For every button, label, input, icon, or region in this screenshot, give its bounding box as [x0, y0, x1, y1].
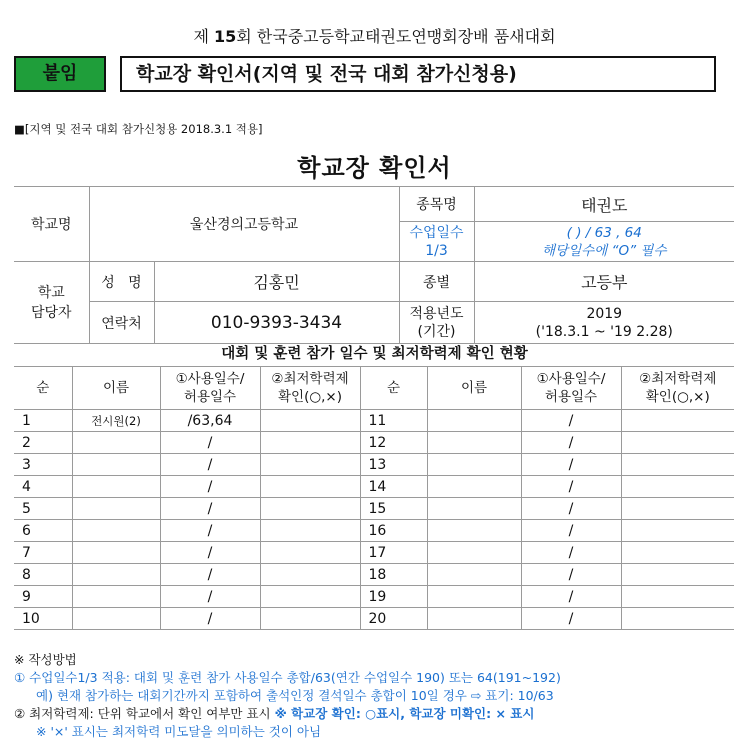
row-num-left: 4 [14, 476, 72, 498]
row-check-left [260, 586, 360, 608]
row-days-right: / [521, 432, 621, 454]
row-days-right: / [521, 520, 621, 542]
table-row [14, 564, 734, 586]
school-label: 학교명 [14, 187, 89, 262]
row-num-left: 2 [14, 432, 72, 454]
attachment-badge: 붙임 [14, 56, 106, 92]
col-days-left-line2: 허용일수 [183, 389, 237, 405]
instruction-1-line1: ① 수업일수1/3 적용: 대회 및 훈련 참가 사용일수 총합/63(연간 수업일수 190) 또는 64(191~192) [14, 670, 561, 685]
row-days-right: / [521, 564, 621, 586]
col-check-right-line2: 확인(○,×) [645, 389, 710, 405]
row-days-right: / [521, 542, 621, 564]
row-days-left: /63,64 [160, 410, 260, 432]
event-number: 15 [213, 27, 237, 46]
col-check-left-line1: ②최저학력제 [271, 371, 349, 387]
row-check-left [260, 542, 360, 564]
row-num-left: 10 [14, 608, 72, 630]
document-heading: 학교장 확인서(지역 및 전국 대회 참가신청용) [120, 56, 716, 92]
row-name-left: 전시원(2) [72, 410, 160, 432]
row-name-right [427, 410, 521, 432]
table-row [14, 432, 734, 454]
contact-label: 연락처 [89, 302, 154, 344]
row-check-left [260, 520, 360, 542]
col-check-right [621, 367, 734, 410]
row-days-right: / [521, 410, 621, 432]
division-value: 고등부 [474, 262, 734, 302]
division-label: 종별 [399, 262, 474, 302]
row-check-right [621, 586, 734, 608]
manager-label-line2: 담당자 [30, 304, 72, 321]
table-row [14, 454, 734, 476]
manager-label-line1: 학교 [37, 284, 65, 301]
manager-label [14, 262, 89, 344]
roster-header-row [14, 367, 734, 410]
year-label-line2: (기간) [417, 323, 456, 340]
row-num-right: 12 [360, 432, 427, 454]
roster-table [14, 366, 734, 630]
row-check-right [621, 564, 734, 586]
row-name-right [427, 542, 521, 564]
col-days-right-line2: 허용일수 [544, 389, 598, 405]
instruction-2-emphasis: ※ 학교장 확인: ○표시, 학교장 미확인: × 표시 [274, 706, 535, 721]
row-name-right [427, 498, 521, 520]
row-num-left: 9 [14, 586, 72, 608]
row-num-left: 3 [14, 454, 72, 476]
row-days-right: / [521, 586, 621, 608]
col-check-left-line2: 확인(○,×) [278, 389, 342, 405]
row-check-left [260, 432, 360, 454]
row-name-right [427, 564, 521, 586]
row-num-right: 20 [360, 608, 427, 630]
event-title [0, 24, 749, 47]
event-title-prefix: 제 [193, 27, 214, 46]
col-days-right [521, 367, 621, 410]
row-name-left [72, 520, 160, 542]
row-num-right: 11 [360, 410, 427, 432]
col-days-left-line1: ①사용일수/ [175, 371, 245, 387]
row-num-right: 17 [360, 542, 427, 564]
row-check-left [260, 498, 360, 520]
col-name-right: 이름 [427, 367, 521, 410]
instructions-heading: ※ 작성방법 [14, 652, 77, 667]
attendance-value-line2: 해당일수에 “O” 필수 [542, 242, 667, 259]
year-label-line1: 적용년도 [409, 305, 464, 322]
col-days-right-line1: ①사용일수/ [536, 371, 606, 387]
row-num-right: 19 [360, 586, 427, 608]
instruction-3: ※ '×' 표시는 최저학력 미도달을 의미하는 것이 아님 [36, 724, 322, 739]
year-value [474, 302, 734, 344]
year-value-line1: 2019 [586, 305, 623, 322]
row-name-left [72, 476, 160, 498]
row-num-left: 1 [14, 410, 72, 432]
row-name-right [427, 432, 521, 454]
row-num-left: 6 [14, 520, 72, 542]
row-name-right [427, 586, 521, 608]
row-days-left: / [160, 564, 260, 586]
row-num-left: 7 [14, 542, 72, 564]
event-value: 태권도 [474, 187, 734, 222]
table-row [14, 586, 734, 608]
status-section-title: 대회 및 훈련 참가 일수 및 최저학력제 확인 현황 [221, 346, 528, 362]
row-days-right: / [521, 608, 621, 630]
row-name-left [72, 564, 160, 586]
row-days-right: / [521, 498, 621, 520]
row-check-right [621, 608, 734, 630]
row-name-left [72, 432, 160, 454]
row-check-right [621, 520, 734, 542]
row-num-right: 16 [360, 520, 427, 542]
roster-body [14, 410, 734, 630]
table-row [14, 476, 734, 498]
row-check-right [621, 542, 734, 564]
row-check-right [621, 454, 734, 476]
table-row [14, 498, 734, 520]
row-name-left [72, 542, 160, 564]
row-days-left: / [160, 520, 260, 542]
row-days-left: / [160, 454, 260, 476]
contact-value: 010-9393-3434 [154, 302, 399, 344]
instructions [14, 651, 744, 741]
table-row [14, 520, 734, 542]
row-check-right [621, 432, 734, 454]
col-name-left: 이름 [72, 367, 160, 410]
row-check-left [260, 608, 360, 630]
row-num-right: 13 [360, 454, 427, 476]
table-row [14, 542, 734, 564]
row-check-left [260, 454, 360, 476]
row-name-left [72, 454, 160, 476]
attendance-label-line2: 1/3 [425, 242, 448, 259]
row-days-right: / [521, 454, 621, 476]
col-check-left [260, 367, 360, 410]
row-name-right [427, 608, 521, 630]
row-num-right: 18 [360, 564, 427, 586]
attendance-value [474, 222, 734, 262]
row-days-left: / [160, 432, 260, 454]
row-check-left [260, 564, 360, 586]
row-name-left [72, 608, 160, 630]
manager-name: 김홍민 [154, 262, 399, 302]
row-days-right: / [521, 476, 621, 498]
attendance-value-line1: ( ) / 63 , 64 [566, 224, 642, 241]
row-num-right: 14 [360, 476, 427, 498]
attendance-label-line1: 수업일수 [409, 224, 464, 241]
row-num-left: 5 [14, 498, 72, 520]
col-num-right: 순 [360, 367, 427, 410]
page-title: 학교장 확인서 [297, 154, 452, 182]
application-note: ■[지역 및 전국 대회 참가신청용 2018.3.1 적용] [14, 122, 263, 136]
instruction-1-line2: 예) 현재 참가하는 대회기간까지 포함하여 출석인정 결석일수 총합이 10일 경우 ⇨ 표기: 10/63 [36, 688, 554, 703]
col-num-left: 순 [14, 367, 72, 410]
row-name-left [72, 586, 160, 608]
row-name-left [72, 498, 160, 520]
row-check-left [260, 410, 360, 432]
instruction-2 [14, 705, 744, 723]
table-row [14, 608, 734, 630]
row-check-left [260, 476, 360, 498]
school-info-table [14, 186, 734, 344]
row-days-left: / [160, 608, 260, 630]
row-name-right [427, 520, 521, 542]
row-check-right [621, 410, 734, 432]
col-check-right-line1: ②최저학력제 [639, 371, 717, 387]
row-name-right [427, 476, 521, 498]
event-label: 종목명 [399, 187, 474, 222]
row-num-right: 15 [360, 498, 427, 520]
row-num-left: 8 [14, 564, 72, 586]
school-name: 울산경의고등학교 [89, 187, 399, 262]
row-check-right [621, 498, 734, 520]
row-days-left: / [160, 586, 260, 608]
row-days-left: / [160, 476, 260, 498]
table-row [14, 410, 734, 432]
instruction-2-text: ② 최저학력제: 단위 학교에서 확인 여부만 표시 [14, 706, 275, 721]
row-check-right [621, 476, 734, 498]
name-label: 성 명 [89, 262, 154, 302]
event-title-suffix: 회 한국중고등학교태권도연맹회장배 품새대회 [236, 27, 556, 46]
col-days-left [160, 367, 260, 410]
attendance-label [399, 222, 474, 262]
row-days-left: / [160, 498, 260, 520]
row-name-right [427, 454, 521, 476]
year-value-line2: ('18.3.1 ~ '19 2.28) [535, 323, 673, 340]
row-days-left: / [160, 542, 260, 564]
year-label [399, 302, 474, 344]
